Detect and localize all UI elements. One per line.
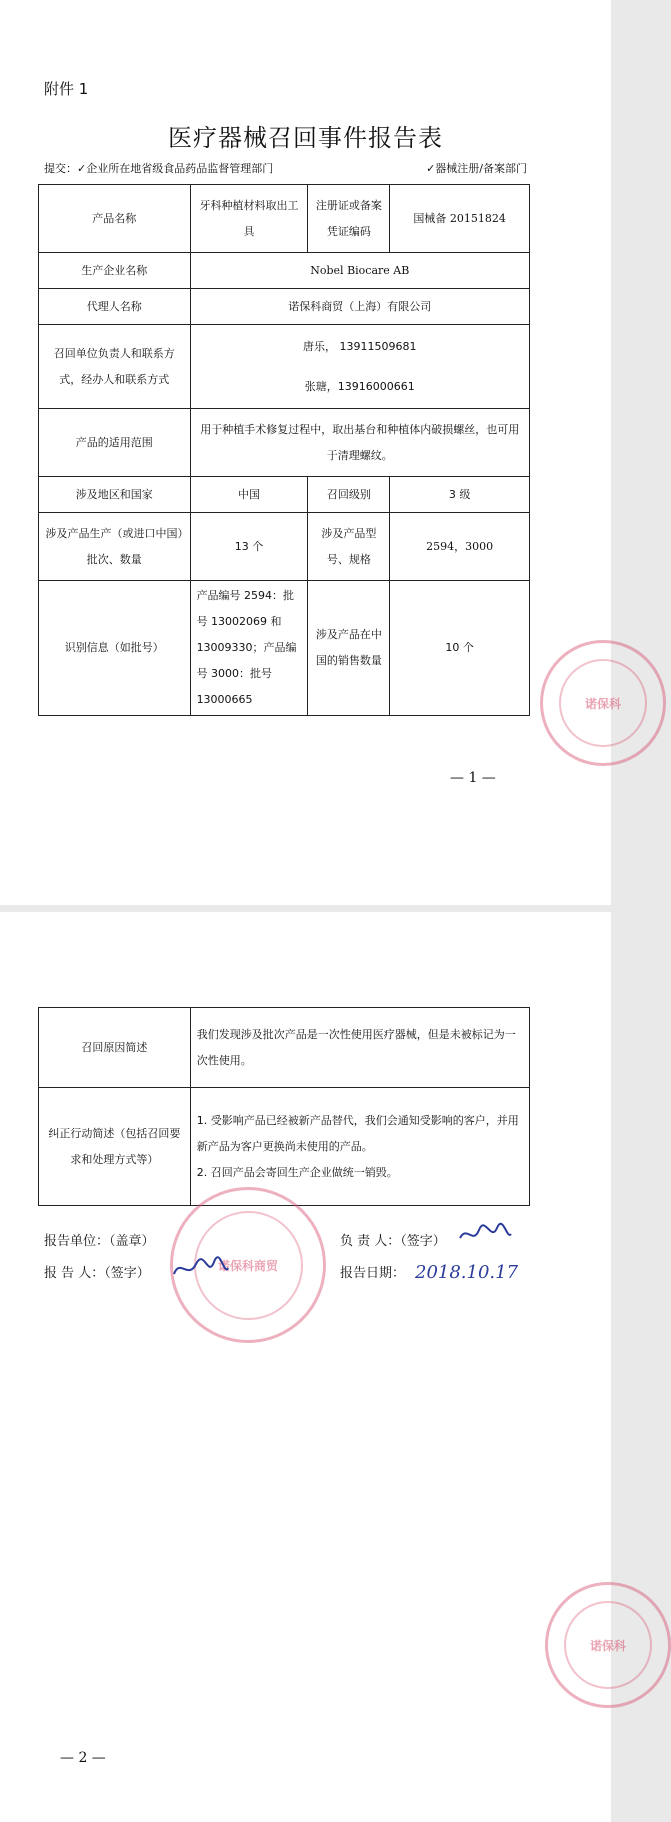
page-number: — 1 — bbox=[450, 770, 496, 786]
handwritten-date: 2018.10.17 bbox=[415, 1262, 519, 1283]
region-label: 涉及地区和国家 bbox=[39, 477, 191, 513]
level-value: 3 级 bbox=[390, 477, 530, 513]
manufacturer-label: 生产企业名称 bbox=[39, 253, 191, 289]
action-table bbox=[38, 1007, 530, 1206]
table-row bbox=[39, 1088, 530, 1206]
action-label: 纠正行动简述（包括召回要求和处理方式等） bbox=[39, 1088, 191, 1206]
sales-label: 涉及产品在中国的销售数量 bbox=[308, 581, 390, 716]
contact-value bbox=[190, 325, 529, 409]
page-number: — 2 — bbox=[60, 1750, 106, 1766]
page-2 bbox=[0, 912, 626, 1822]
table-row bbox=[39, 513, 530, 581]
table-row bbox=[39, 581, 530, 716]
batch-value: 13 个 bbox=[190, 513, 308, 581]
product-name-label: 产品名称 bbox=[39, 185, 191, 253]
report-table bbox=[38, 184, 530, 716]
reporter-signature bbox=[170, 1252, 230, 1286]
batch-label: 涉及产品生产（或进口中国）批次、数量 bbox=[39, 513, 191, 581]
reason-value: 我们发现涉及批次产品是一次性使用医疗器械，但是未被标记为一次性使用。 bbox=[190, 1008, 529, 1088]
model-label: 涉及产品型号、规格 bbox=[308, 513, 390, 581]
report-unit-label: 报告单位：（盖章） bbox=[44, 1234, 155, 1249]
table-row bbox=[39, 1008, 530, 1088]
company-stamp: 诺保科 bbox=[540, 640, 666, 766]
region-value: 中国 bbox=[190, 477, 308, 513]
page-1 bbox=[0, 0, 621, 905]
table-row bbox=[39, 325, 530, 409]
table-row bbox=[39, 477, 530, 513]
scope-value: 用于种植手术修复过程中，取出基台和种植体内破损螺丝，也可用于清理螺纹。 bbox=[190, 409, 529, 477]
level-label: 召回级别 bbox=[308, 477, 390, 513]
page-title: 医疗器械召回事件报告表 bbox=[168, 124, 443, 152]
responsible-label: 负 责 人：（签字） bbox=[340, 1234, 446, 1249]
table-row bbox=[39, 253, 530, 289]
sales-value: 10 个 bbox=[390, 581, 530, 716]
table-row bbox=[39, 185, 530, 253]
id-label: 识别信息（如批号） bbox=[39, 581, 191, 716]
company-stamp: 诺保科 bbox=[545, 1582, 671, 1708]
reg-value: 国械备 20151824 bbox=[390, 185, 530, 253]
reg-label: 注册证或备案凭证编码 bbox=[308, 185, 390, 253]
dept-label: ✓器械注册/备案部门 bbox=[426, 162, 527, 175]
responsible-signature bbox=[455, 1220, 515, 1250]
report-date-label: 报告日期： bbox=[340, 1266, 406, 1281]
table-row bbox=[39, 289, 530, 325]
submit-to: 提交：✓企业所在地省级食品药品监督管理部门 bbox=[44, 162, 274, 175]
manufacturer-value: Nobel Biocare AB bbox=[190, 253, 529, 289]
action-item-2: 2. 召回产品会寄回生产企业做统一销毁。 bbox=[196, 1165, 398, 1179]
agent-value: 诺保科商贸（上海）有限公司 bbox=[190, 289, 529, 325]
annex-label: 附件 1 bbox=[44, 80, 89, 98]
model-value: 2594，3000 bbox=[390, 513, 530, 581]
table-row bbox=[39, 409, 530, 477]
contact-label: 召回单位负责人和联系方式，经办人和联系方式 bbox=[39, 325, 191, 409]
reason-label: 召回原因简述 bbox=[39, 1008, 191, 1088]
scope-label: 产品的适用范围 bbox=[39, 409, 191, 477]
action-item-1: 1. 受影响产品已经被新产品替代，我们会通知受影响的客户，并用新产品为客户更换尚未使用的产品。 bbox=[196, 1113, 519, 1153]
agent-label: 代理人名称 bbox=[39, 289, 191, 325]
contact-value-1: 唐乐， 13911509681 bbox=[303, 339, 417, 353]
product-name-value: 牙科种植材料取出工具 bbox=[190, 185, 308, 253]
id-value: 产品编号 2594：批号 13002069 和 13009330；产品编号 3000：批号 13000665 bbox=[190, 581, 308, 716]
contact-value-2: 张瑭，13916000661 bbox=[304, 379, 415, 393]
reporter-label: 报 告 人：（签字） bbox=[44, 1266, 150, 1281]
company-stamp: 诺保科商贸 bbox=[170, 1187, 326, 1343]
